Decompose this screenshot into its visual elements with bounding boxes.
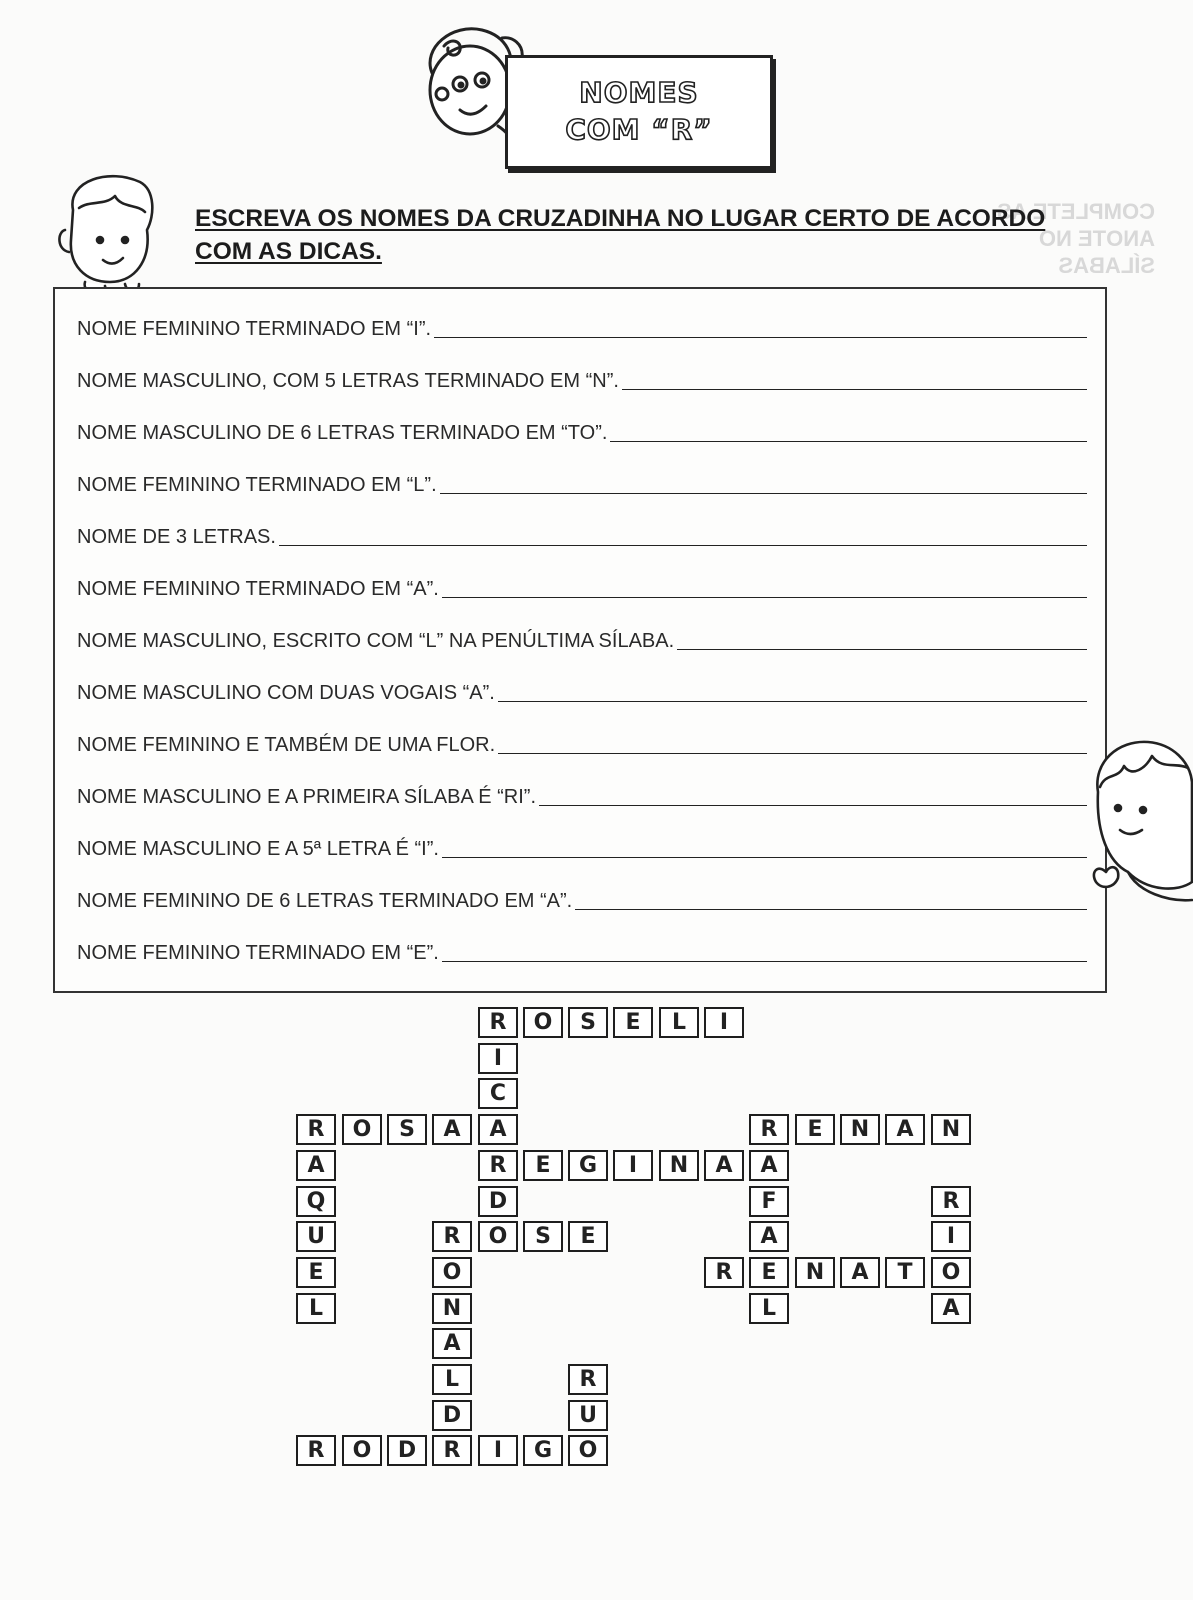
- answer-line[interactable]: [442, 857, 1087, 858]
- crossword-cell[interactable]: O: [478, 1221, 518, 1252]
- crossword-cell[interactable]: D: [478, 1186, 518, 1217]
- clue-text: NOME MASCULINO DE 6 LETRAS TERMINADO EM “TO”.: [77, 422, 608, 444]
- crossword-cell[interactable]: E: [568, 1221, 608, 1252]
- clue-row: [77, 415, 1087, 445]
- clue-text: NOME MASCULINO E A PRIMEIRA SÍLABA É “RI”.: [77, 786, 537, 808]
- crossword-cell[interactable]: S: [523, 1221, 563, 1252]
- crossword-cell[interactable]: G: [523, 1435, 563, 1466]
- boy-peeking-right-icon: [1088, 732, 1193, 917]
- crossword-cell[interactable]: O: [523, 1007, 563, 1038]
- clue-row: [77, 571, 1087, 601]
- crossword-cell[interactable]: L: [296, 1293, 336, 1324]
- answer-line[interactable]: [677, 649, 1087, 650]
- crossword-cell[interactable]: Q: [296, 1186, 336, 1217]
- crossword-cell[interactable]: U: [296, 1221, 336, 1252]
- crossword-cell[interactable]: R: [568, 1364, 608, 1395]
- clue-row: [77, 363, 1087, 393]
- crossword-cell[interactable]: A: [478, 1114, 518, 1145]
- crossword-cell[interactable]: R: [749, 1114, 789, 1145]
- crossword-cell[interactable]: I: [931, 1221, 971, 1252]
- answer-line[interactable]: [575, 909, 1087, 910]
- boy-peeking-icon: [55, 170, 170, 305]
- clue-text: NOME DE 3 LETRAS.: [77, 526, 276, 548]
- crossword-cell[interactable]: E: [795, 1114, 835, 1145]
- crossword-cell[interactable]: A: [840, 1257, 880, 1288]
- crossword-cell[interactable]: L: [659, 1007, 699, 1038]
- instruction-heading: ESCREVA OS NOMES DA CRUZADINHA NO LUGAR CERTO DE ACORDO COM AS DICAS.: [195, 205, 1046, 265]
- answer-line[interactable]: [539, 805, 1087, 806]
- crossword-cell[interactable]: O: [342, 1114, 382, 1145]
- crossword-cell[interactable]: N: [659, 1150, 699, 1181]
- crossword-cell[interactable]: O: [568, 1435, 608, 1466]
- crossword-cell[interactable]: L: [749, 1293, 789, 1324]
- clue-text: NOME FEMININO DE 6 LETRAS TERMINADO EM “A”.: [77, 890, 573, 912]
- clue-text: NOME MASCULINO, COM 5 LETRAS TERMINADO EM “N”.: [77, 370, 619, 392]
- crossword-cell[interactable]: O: [931, 1257, 971, 1288]
- title-line-1: NOMES: [579, 76, 699, 109]
- crossword-cell[interactable]: E: [296, 1257, 336, 1288]
- title-sign: [505, 55, 773, 169]
- crossword-cell[interactable]: G: [568, 1150, 608, 1181]
- crossword-cell[interactable]: E: [523, 1150, 563, 1181]
- answer-line[interactable]: [440, 493, 1087, 494]
- crossword-cell[interactable]: N: [931, 1114, 971, 1145]
- clue-row: [77, 779, 1087, 809]
- clue-row: [77, 623, 1087, 653]
- clue-row: [77, 675, 1087, 705]
- crossword-cell[interactable]: F: [749, 1186, 789, 1217]
- clue-text: NOME FEMININO TERMINADO EM “L”.: [77, 474, 437, 496]
- crossword-cell[interactable]: A: [432, 1328, 472, 1359]
- crossword-cell[interactable]: A: [931, 1293, 971, 1324]
- clue-box: [53, 287, 1107, 993]
- crossword-cell[interactable]: I: [704, 1007, 744, 1038]
- ghost-line: COMPLETE AS: [996, 199, 1155, 224]
- crossword-cell[interactable]: A: [704, 1150, 744, 1181]
- crossword-cell[interactable]: R: [296, 1435, 336, 1466]
- crossword-cell[interactable]: D: [387, 1435, 427, 1466]
- answer-line[interactable]: [498, 753, 1087, 754]
- crossword-cell[interactable]: I: [478, 1043, 518, 1074]
- crossword-cell[interactable]: R: [704, 1257, 744, 1288]
- crossword-cell[interactable]: R: [931, 1186, 971, 1217]
- answer-line[interactable]: [610, 441, 1087, 442]
- answer-line[interactable]: [442, 961, 1087, 962]
- answer-line[interactable]: [434, 337, 1087, 338]
- clue-row: [77, 467, 1087, 497]
- crossword-cell[interactable]: O: [342, 1435, 382, 1466]
- crossword-cell[interactable]: A: [885, 1114, 925, 1145]
- clue-text: NOME MASCULINO COM DUAS VOGAIS “A”.: [77, 682, 495, 704]
- crossword-cell[interactable]: C: [478, 1078, 518, 1109]
- crossword-cell[interactable]: N: [432, 1293, 472, 1324]
- clue-row: [77, 935, 1087, 965]
- crossword-cell[interactable]: S: [568, 1007, 608, 1038]
- crossword-cell[interactable]: R: [478, 1150, 518, 1181]
- crossword-cell[interactable]: O: [432, 1257, 472, 1288]
- crossword-cell[interactable]: L: [432, 1364, 472, 1395]
- crossword-cell[interactable]: R: [432, 1221, 472, 1252]
- crossword-cell[interactable]: S: [387, 1114, 427, 1145]
- answer-line[interactable]: [498, 701, 1087, 702]
- clue-text: NOME FEMININO E TAMBÉM DE UMA FLOR.: [77, 734, 496, 756]
- clue-row: [77, 519, 1087, 549]
- crossword-cell[interactable]: U: [568, 1400, 608, 1431]
- clue-text: NOME FEMININO TERMINADO EM “I”.: [77, 318, 432, 340]
- crossword-cell[interactable]: T: [885, 1257, 925, 1288]
- answer-line[interactable]: [279, 545, 1087, 546]
- crossword-cell[interactable]: I: [613, 1150, 653, 1181]
- crossword-cell[interactable]: A: [432, 1114, 472, 1145]
- crossword-cell[interactable]: A: [749, 1221, 789, 1252]
- clue-text: NOME MASCULINO E A 5ª LETRA É “I”.: [77, 838, 439, 860]
- clue-row: [77, 311, 1087, 341]
- crossword-cell[interactable]: D: [432, 1400, 472, 1431]
- crossword-cell[interactable]: E: [749, 1257, 789, 1288]
- crossword-cell[interactable]: A: [296, 1150, 336, 1181]
- clue-row: [77, 883, 1087, 913]
- crossword-cell[interactable]: R: [296, 1114, 336, 1145]
- answer-line[interactable]: [622, 389, 1087, 390]
- title-line-2: COM “R”: [565, 113, 713, 146]
- clue-row: [77, 831, 1087, 861]
- crossword-cell[interactable]: A: [749, 1150, 789, 1181]
- clue-row: [77, 727, 1087, 757]
- crossword-cell[interactable]: N: [795, 1257, 835, 1288]
- crossword-cell[interactable]: R: [478, 1007, 518, 1038]
- crossword-cell[interactable]: R: [432, 1435, 472, 1466]
- crossword-cell[interactable]: E: [613, 1007, 653, 1038]
- ghost-line: SÍLABAS: [1058, 253, 1155, 278]
- crossword-cell[interactable]: N: [840, 1114, 880, 1145]
- clue-text: NOME FEMININO TERMINADO EM “E”.: [77, 942, 439, 964]
- clue-text: NOME FEMININO TERMINADO EM “A”.: [77, 578, 439, 600]
- ghost-line: ANOTE NO: [1038, 226, 1155, 251]
- crossword-cell[interactable]: I: [478, 1435, 518, 1466]
- answer-line[interactable]: [442, 597, 1087, 598]
- clue-text: NOME MASCULINO, ESCRITO COM “L” NA PENÚLTIMA SÍLABA.: [77, 630, 675, 652]
